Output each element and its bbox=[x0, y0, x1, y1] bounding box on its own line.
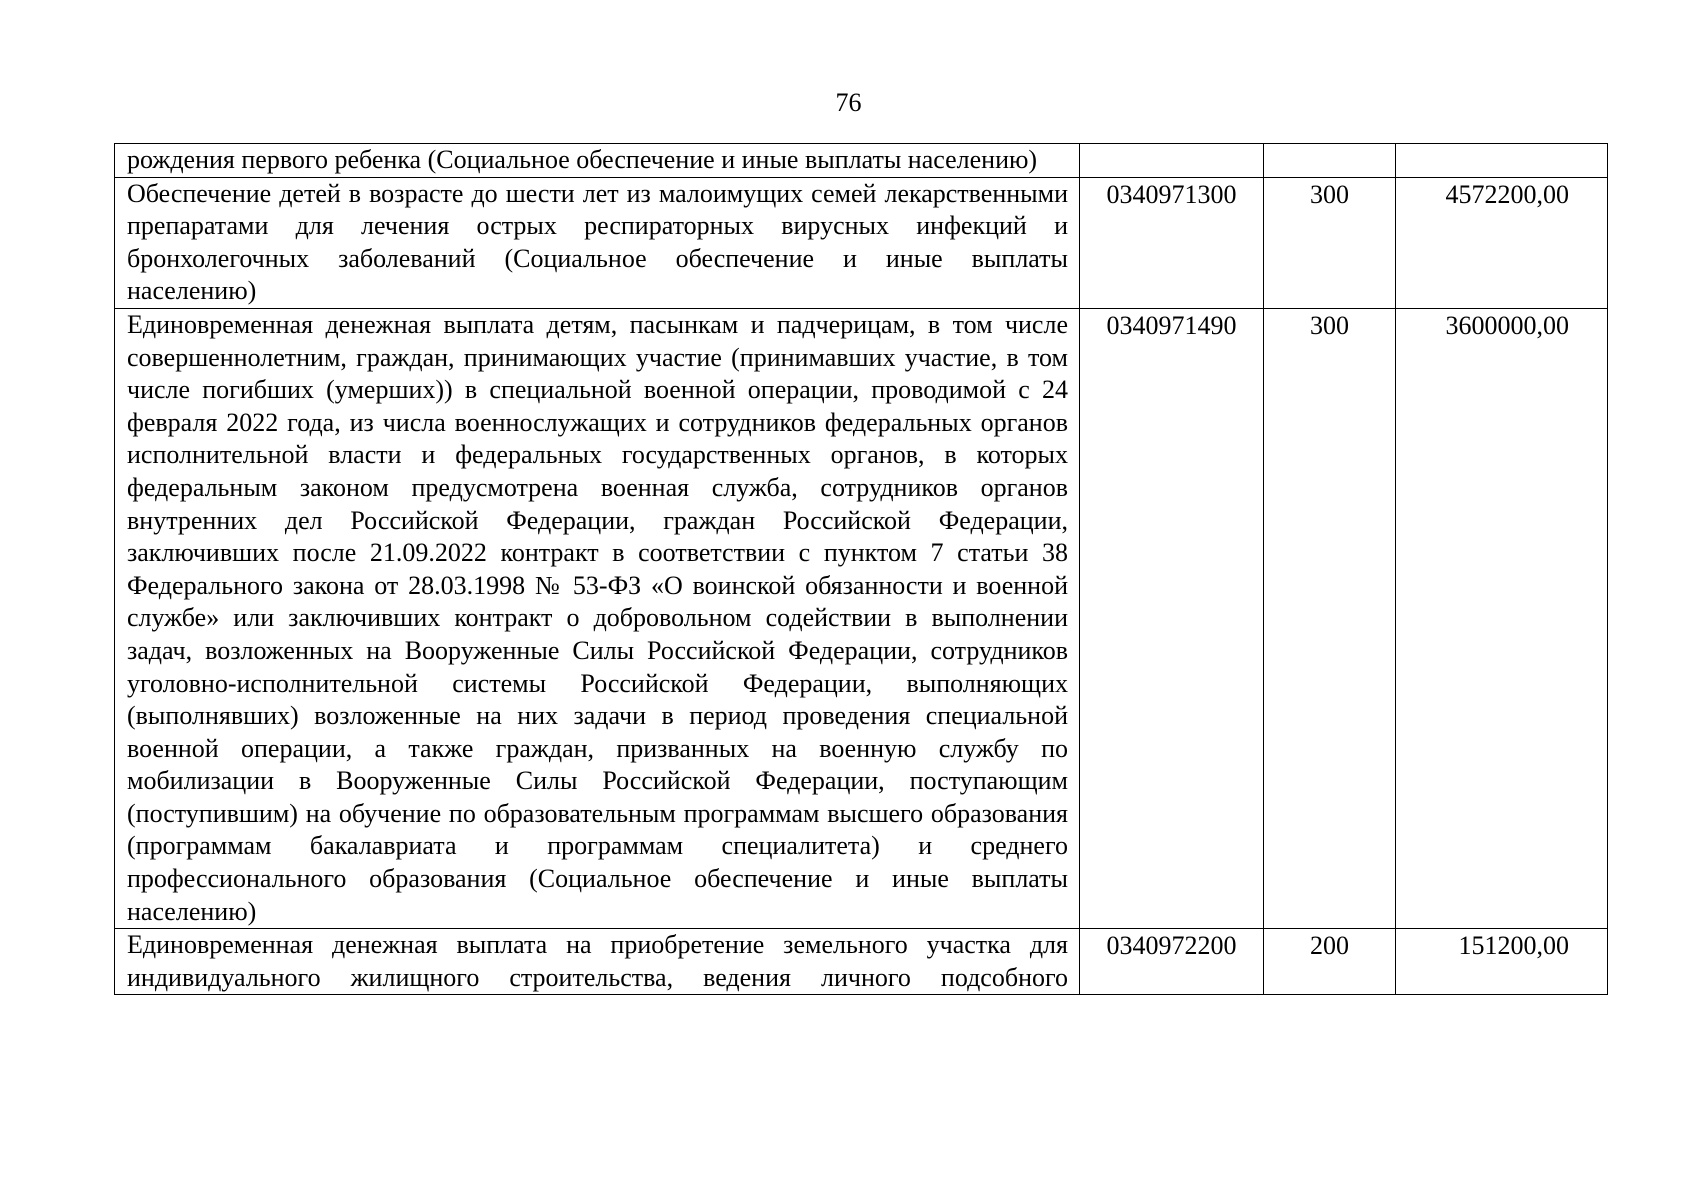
page-number: 76 bbox=[835, 88, 862, 117]
table-row bbox=[115, 929, 1608, 995]
row-amount: 151200,00 bbox=[1396, 929, 1608, 995]
row-code: 0340972200 bbox=[1080, 929, 1264, 995]
row-description: Обеспечение детей в возрасте до шести лет из малоимущих семей лекарственными препаратами для лечения острых респираторных вирусных инфекций и бронхолегочных заболеваний (Социальное обеспечение и иные выплаты населению) bbox=[115, 177, 1080, 308]
row-amount bbox=[1396, 144, 1608, 178]
row-expense-type: 200 bbox=[1264, 929, 1396, 995]
table-row bbox=[115, 144, 1608, 178]
table-row bbox=[115, 177, 1608, 308]
table-row bbox=[115, 308, 1608, 928]
row-description: рождения первого ребенка (Социальное обеспечение и иные выплаты населению) bbox=[115, 144, 1080, 178]
row-amount: 3600000,00 bbox=[1396, 308, 1608, 928]
budget-table bbox=[114, 143, 1608, 995]
row-code bbox=[1080, 144, 1264, 178]
row-amount: 4572200,00 bbox=[1396, 177, 1608, 308]
row-description: Единовременная денежная выплата детям, пасынкам и падчерицам, в том числе совершеннолетним, граждан, принимающих участие (принимавших участие, в том числе погибших (умерших)) в специальной военной операции, проводимой с 24 февраля 2022 года, из числа военнослужащих и сотрудников федеральных органов исполнительной власти и федеральных государственных органов, в которых федеральным законом предусмотрена военная служба, сотрудников органов внутренних дел Российской Федерации, граждан Российской Федерации, заключивших после 21.09.2022 контракт в соответствии с пунктом 7 статьи 38 Федерального закона от 28.03.1998 № 53-ФЗ «О воинской обязанности и военной службе» или заключивших контракт о добровольном содействии в выполнении задач, возложенных на Вооруженные Силы Российской Федерации, сотрудников уголовно-исполнительной системы Российской Федерации, выполняющих (выполнявших) возложенные на них задачи в период проведения специальной военной операции, а также граждан, призванных на военную службу по мобилизации в Вооруженные Силы Российской Федерации, поступающим (поступившим) на обучение по образовательным программам высшего образования (программам бакалавриата и программам специалитета) и среднего профессионального образования (Социальное обеспечение и иные выплаты населению) bbox=[115, 308, 1080, 928]
row-description bbox=[115, 929, 1080, 995]
row-description-text: Единовременная денежная выплата на приобретение земельного участка для индивидуального жилищного строительства, ведения личного подсобного bbox=[127, 930, 1068, 992]
row-code: 0340971300 bbox=[1080, 177, 1264, 308]
row-code: 0340971490 bbox=[1080, 308, 1264, 928]
row-expense-type: 300 bbox=[1264, 177, 1396, 308]
row-expense-type bbox=[1264, 144, 1396, 178]
row-expense-type: 300 bbox=[1264, 308, 1396, 928]
